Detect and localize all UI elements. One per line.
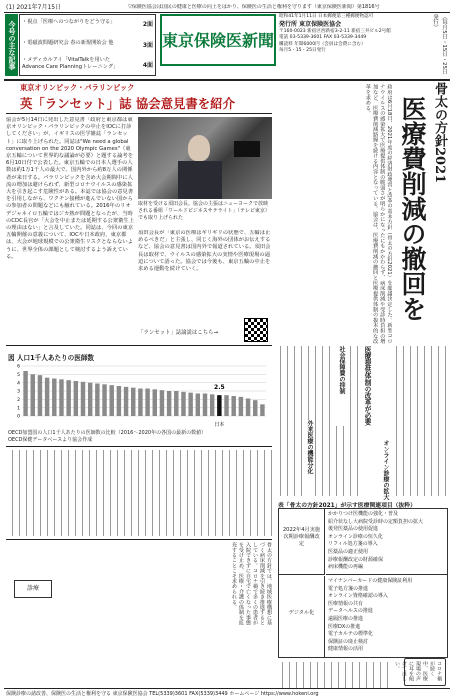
lower-left-rule: [6, 446, 272, 447]
bar: [66, 380, 70, 416]
bar: [210, 394, 214, 416]
table-row-2-items: [326, 576, 447, 657]
table-row-2-item: 保険証の廃止検討: [328, 638, 369, 645]
y-tick-label: 5: [17, 372, 20, 378]
bar: [131, 388, 135, 416]
bar: [239, 397, 243, 416]
table-row-2-item: 医療DXの推進: [328, 623, 361, 630]
publisher-line-1: 昭和41年1月11日 日本郵便第三種郵便物認可: [279, 14, 374, 19]
col-heading-2: 外来医療の機能分化: [304, 420, 314, 496]
column-stamp: [394, 658, 446, 686]
bar: [38, 375, 42, 416]
table-row-1-item: 診療報酬改定の財源確保: [328, 556, 384, 563]
bar: [231, 396, 235, 416]
toc-page-1: 2面: [142, 21, 153, 28]
bar: [117, 386, 121, 416]
col-heading-1: 社会保障費の抑制: [336, 346, 346, 426]
table-row-1-item: 病床機能の再編: [328, 564, 364, 571]
bar: [102, 384, 106, 416]
table-row-1-item: リフィル処方箋の導入: [328, 541, 378, 548]
bar: [253, 400, 257, 416]
bar: [138, 389, 142, 417]
bar: [145, 389, 149, 417]
table-row-1-item: 医薬品の適正使用: [328, 548, 369, 555]
policy-table: [278, 508, 448, 658]
table-row-1-items: [326, 509, 447, 575]
lead-body-lines: [278, 346, 358, 496]
chart-caption: OECD加盟国の人口1千人あたりの医師数の比較（2016〜2020年の各国の最新の数値）: [8, 430, 207, 436]
bar: [45, 378, 49, 416]
bar-highlight: [217, 395, 221, 416]
bar: [181, 392, 185, 416]
table-title: 表「骨太の方針2021」が示す医療関連項目（抜粋）: [278, 503, 416, 509]
bar: [224, 395, 228, 416]
bar: [167, 391, 171, 416]
bar: [246, 399, 250, 417]
olympic-kicker: 東京オリンピック・パラリンピック: [20, 83, 135, 92]
table-row-1-item: 紹介状なし大病院受診時の定額負担の拡大: [328, 518, 424, 525]
bar: [81, 382, 85, 416]
corner-label: （毎月5日・15日・25日発行）: [432, 14, 447, 75]
toc-page-3: 4面: [142, 62, 153, 69]
y-tick-label: 4: [17, 381, 20, 387]
olympic-headline: 英「ランセット」誌 協会意見書を紹介: [20, 96, 235, 111]
y-tick-label: 3: [17, 389, 20, 395]
table-row-1-item: かかりつけ医機能の強化・普及: [328, 511, 399, 517]
bar: [31, 374, 35, 416]
bar: [196, 394, 200, 417]
bar: [52, 379, 56, 417]
photo-caption: 取材を受ける須田会長。協会の主張はニューヨークで放映される番組「ワールドビジネスサテライト」（テレビ東京）でも取り上げられた: [138, 201, 270, 221]
table-row-2-item: 健康情報の活用: [328, 646, 364, 653]
table-row-1-item: 後発医薬品の使用促進: [328, 526, 379, 533]
top-tagline: ▽保険医協会は国民の健康と医療の向上をはかり、保険医の生活と権利を守ります（東京保険医新聞）第1816号: [128, 4, 380, 10]
masthead-box: [160, 14, 276, 66]
issue-date: (1) 2021年7月15日: [6, 4, 62, 11]
highlight-category-label: 日本: [214, 422, 225, 428]
y-tick-label: 2: [17, 397, 20, 403]
table-row-2-item: データヘルスの推進: [328, 608, 373, 615]
olympic-rule: [6, 113, 272, 114]
bar-chart: [8, 362, 270, 428]
publisher-line-6: 毎月5・15・25日発行: [279, 48, 326, 53]
toc-item-1[interactable]: ・視点「医療へのつながりをどう守る」: [22, 19, 116, 25]
bar: [160, 390, 164, 416]
toc-page-2: 3面: [142, 42, 153, 49]
bar: [174, 391, 178, 416]
publisher-line-3: 〒160-0023 新宿区西新宿3-2-11 新宿三井ビル2号館: [279, 28, 391, 34]
table-row-2-item: 電子処方箋の推進: [328, 585, 369, 592]
bar: [23, 371, 27, 416]
column-tag: 診療: [14, 580, 52, 598]
bar: [88, 383, 92, 416]
footer-text: 保険診療の諸改善、保険医の生活と権利を守る 東京保険医協会 TEL(5339)3601 FAX(5339)3449 ホームページ https://www.hokeni.org: [6, 691, 319, 697]
toc-box: [19, 14, 156, 76]
olympic-body-2: 須田会長が「東京の医療はギリギリの状態で、五輪は止めるべきだ」と主張し、同じく海外の団体がお伝えするなど、協会の意見書は国内外で報道されている。須田会長は取材で、ウイルスの感染拡大の実情や医療現場の逼迫について語った。協会では今後も、東京五輪の中止を求める運動を続けていく。: [138, 230, 271, 273]
lead-kicker: 骨太の方針2021: [432, 82, 447, 184]
y-tick-label: 6: [17, 364, 20, 370]
lead-body-lines-2: [396, 346, 446, 496]
table-row-2-item: マイナンバーカードの健康保険証利用: [328, 578, 413, 584]
masthead-rule: [4, 79, 450, 81]
lead-continuation-2: 骨太の方針では、地域医療構想に基づく病床削減を引き続き推進するとしている。コロナ禍で多くの患者が入院できずに自宅で亡くなった事態を受け止め、医療・介護の体制を拡充することこそ求められる。: [231, 542, 272, 626]
table-row-2-item: 遠隔医療の推進: [328, 615, 364, 622]
olympic-body: 協会が5月14日に発出した意見書「政府と東京都は東京オリンピック・パラリンピックの中止をIOCに打診してください」が、イギリスの医学雑誌「ランセット」に取り上げられた。同誌は"We need a global conversation on the 2020 Olympic Games"（東京五輪について世界的な議論が必要）と題する論考を6月10日付で公表した。東京五輪での日本人選手の人数は約1万1千人の最大で、国内外から約8万人の関係者が来日する。パラリンピックを含め大会期間中に人流の増加は避けられず、新型コロナウイルスの感染拡大を引き起こす危険性がある。本誌では協会の意見書を引用しながら、ワクチン接種が進んでいない国からの参加者の問題などにも触れている。2016年のリオデジャネイロ五輪ではジカ熱が問題となったが、当時のCDC長官が「大会を中止または延期する公衆衛生上の理由はない」と言及していた。同誌は、今回の東京五輪開催の意義について、IOCや日本政府、東京都は、大会が地球規模での公衆衛生リスクとならないように、世界全体の課題として検討するよう訴えている。: [6, 117, 134, 260]
table-row-2-item: オンライン資格確認の導入: [328, 593, 388, 600]
publisher-line-5: 購読料 年間6000円（会員は会費に含む）: [279, 41, 366, 47]
col-heading-3: オンライン診療の拡大: [382, 440, 389, 500]
chart-title: 図 人口1千人あたりの医師数: [8, 354, 95, 362]
bar: [74, 381, 78, 416]
footer-rule: [4, 688, 450, 689]
table-row-2-item: 電子カルテの標準化: [328, 631, 374, 638]
bar: [260, 404, 264, 416]
table-row-1-label: 2022年4月実施 次期診療報酬改定: [279, 509, 325, 575]
masthead-title: 東京保険医新聞: [162, 31, 275, 50]
publisher-info: [279, 14, 423, 76]
bar: [124, 387, 128, 416]
qr-code-icon[interactable]: [244, 318, 268, 342]
olympic-photo: [138, 117, 272, 199]
chart-top-rule: [6, 345, 272, 346]
publisher-line-2: 発行所 東京保険医協会: [279, 20, 342, 28]
column-small-body: コロナ禍が続く中、医療現場の声に耳を傾けてほしい。: [394, 661, 442, 681]
y-tick-label: 0: [17, 414, 20, 420]
bar: [153, 389, 157, 416]
toc-item-3[interactable]: ・メディカルアイ「VitalTalkを用いたAdvance Care Planningトレーニング」: [22, 57, 119, 70]
table-row-1-item: オンライン診療の恒久化: [328, 533, 383, 540]
lower-right-lines: [278, 662, 388, 688]
bar: [59, 379, 63, 416]
bar: [95, 384, 99, 417]
table-row-2-label: デジタル化: [279, 576, 325, 657]
toc-item-2[interactable]: ・電磁波問題研究会 春の新規開始会 他: [22, 40, 114, 46]
chart-source: OECD保健データベースより協会作成: [8, 437, 93, 443]
y-tick-label: 1: [17, 406, 20, 412]
data-label-annotation: 2.5: [214, 384, 225, 392]
qr-label: 「ランセット」誌論説はこちら→: [138, 330, 218, 336]
person-body: [178, 161, 222, 199]
lead-continuation-1: [6, 450, 272, 536]
bar: [203, 394, 207, 417]
lead-body: 政府は6月18日、2021年度の経済財政運営と改革の基本方針（骨太の方針2021）を閣議決定した。新型コロナウイルスの感染拡大で医療提供体制の脆弱さが明らかになったにもかかわらず、病床削減や受診時負担の増加など、医療費削減路線を続ける内容となっている。協会は、医療費削減の撤回と医療提供体制の抜本的な改革を求める。: [364, 84, 392, 344]
header-rule: [4, 12, 450, 13]
camera-icon: [234, 141, 260, 157]
lead-headline: 医療費削減の撤回を: [398, 96, 427, 321]
table-row-2-item: 医療情報の共有: [328, 600, 364, 607]
publisher-line-4: 電話 03-5339-3601 FAX 03-5339-3449: [279, 35, 367, 40]
bar: [109, 385, 113, 416]
lower-left-rule-2: [6, 539, 272, 540]
lead-subhead: 医療提供体制の改革が必要: [363, 346, 371, 426]
person-figure: [188, 135, 210, 161]
bar: [188, 393, 192, 416]
toc-title: 今号の主な記事: [5, 14, 18, 76]
